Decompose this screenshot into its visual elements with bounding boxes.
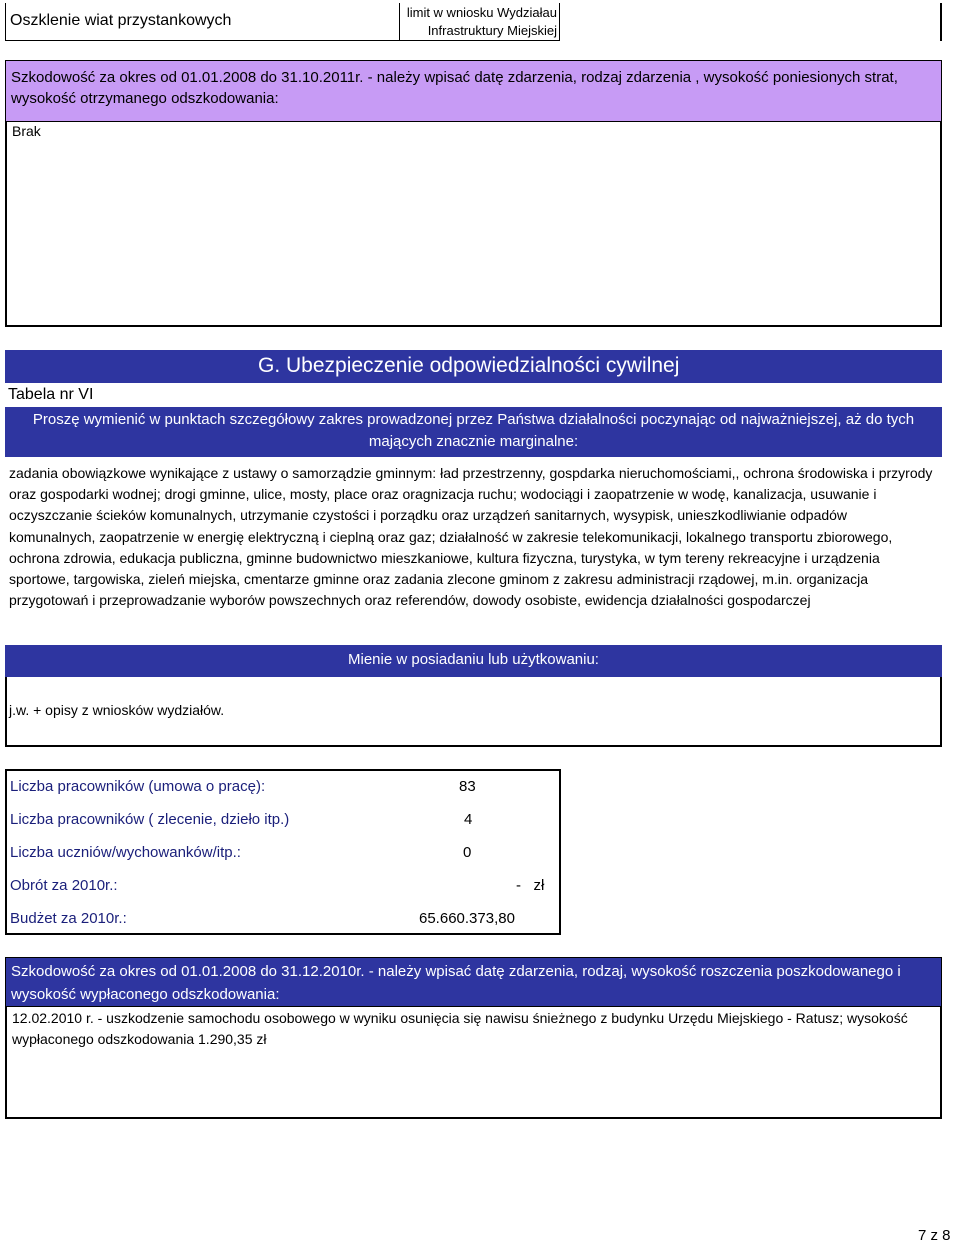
stat-label: Liczba uczniów/wychowanków/itp.: bbox=[10, 844, 241, 861]
claims-2011-header: Szkodowość za okres od 01.01.2008 do 31.10.2011r. - należy wpisać datę zdarzenia, rodzaj zdarzenia , wysokość poniesionych strat, wysokość otrzymanego odszkodowania: bbox=[5, 60, 942, 122]
limit-label: limit w wniosku Wydziałau Infrastruktury Miejskiej bbox=[400, 3, 560, 41]
stat-value[interactable]: 83 bbox=[459, 778, 476, 795]
stat-label: Budżet za 2010r.: bbox=[10, 910, 127, 927]
stats-table bbox=[5, 769, 561, 935]
stat-label: Liczba pracowników ( zlecenie, dzieło itp.) bbox=[10, 811, 290, 828]
stat-row-students bbox=[7, 837, 559, 870]
stat-row-contractors bbox=[7, 804, 559, 837]
top-right-cell bbox=[560, 3, 942, 41]
document-title: Oszklenie wiat przystankowych bbox=[5, 3, 400, 41]
claims-2011-content[interactable]: Brak bbox=[5, 122, 942, 327]
claims-2010-header: Szkodowość za okres od 01.01.2008 do 31.12.2010r. - należy wpisać datę zdarzenia, rodzaj, wysokość roszczenia poszkodowanego i wysokość wypłaconego odszkodowania: bbox=[5, 957, 942, 1007]
stat-row-budget bbox=[7, 903, 559, 936]
stat-value[interactable]: 4 bbox=[464, 811, 473, 828]
activity-description[interactable]: zadania obowiązkowe wynikające z ustawy o samorządzie gminnym: ład przestrzenny, gospdarka nieruchomościami,, ochrona środowiska i przyrody oraz gospodarki wodnej; drogi gminne, ulice, mosty, place oraz oragnizacja ruchu; wodociągi i zaopatrzenie w wodę, kanalizacja, usuwanie i oczyszczanie ścieków komunalnych, utrzymanie czystości i porządku oraz urządzeń sanitarnych, wysypisk, unieszkodliwianie odpadów komunalnych, zaopatrzenie w energię elektryczną i cieplną oraz gaz; działalność w zakresie telekomunikacji, lokalnego transportu zbiorowego, ochrona zdrowia, edukacja publiczna, gminne budownictwo mieszkaniowe, kultura fizyczna, turystyka, w tym tereny rekreacyjne i urządzenia sportowe, targowiska, zieleń miejska, cmentarze gminne oraz zadania zlecone gminom z zakresu administracji rządowej, m.in. organizacja przygotowań i przeprowadzanie wyborów powszechnych oraz referendów, dowody osobiste, ewidencja działalności gospodarczej bbox=[9, 465, 933, 609]
section-g-title: G. Ubezpieczenie odpowiedzialności cywilnej bbox=[258, 354, 680, 377]
stat-row-employees bbox=[7, 771, 559, 804]
stat-label: Obrót za 2010r.: bbox=[10, 877, 118, 894]
stat-value[interactable]: - zł bbox=[516, 877, 545, 894]
page-number: 7 z 8 bbox=[918, 1227, 951, 1244]
table-number: Tabela nr VI bbox=[8, 386, 94, 403]
claims-2010-content[interactable]: 12.02.2010 r. - uszkodzenie samochodu osobowego w wyniku osunięcia się nawisu śnieżnego z budynku Urzędu Miejskiego - Ratusz; wysokość wypłaconego odszkodowania 1.290,35 zł bbox=[5, 1007, 942, 1119]
stat-label: Liczba pracowników (umowa o pracę): bbox=[10, 778, 266, 795]
stat-value[interactable]: 65.660.373,80 bbox=[419, 910, 515, 927]
stat-value[interactable]: 0 bbox=[463, 844, 472, 861]
activity-header: Proszę wymienić w punktach szczegółowy zakres prowadzonej przez Państwa działalności poczynając od najważniejszej, aż do tych mających znacznie marginalne: bbox=[5, 407, 942, 457]
stat-row-turnover bbox=[7, 870, 559, 903]
property-content[interactable]: j.w. + opisy z wniosków wydziałów. bbox=[5, 677, 942, 747]
property-header: Mienie w posiadaniu lub użytkowaniu: bbox=[5, 645, 942, 677]
